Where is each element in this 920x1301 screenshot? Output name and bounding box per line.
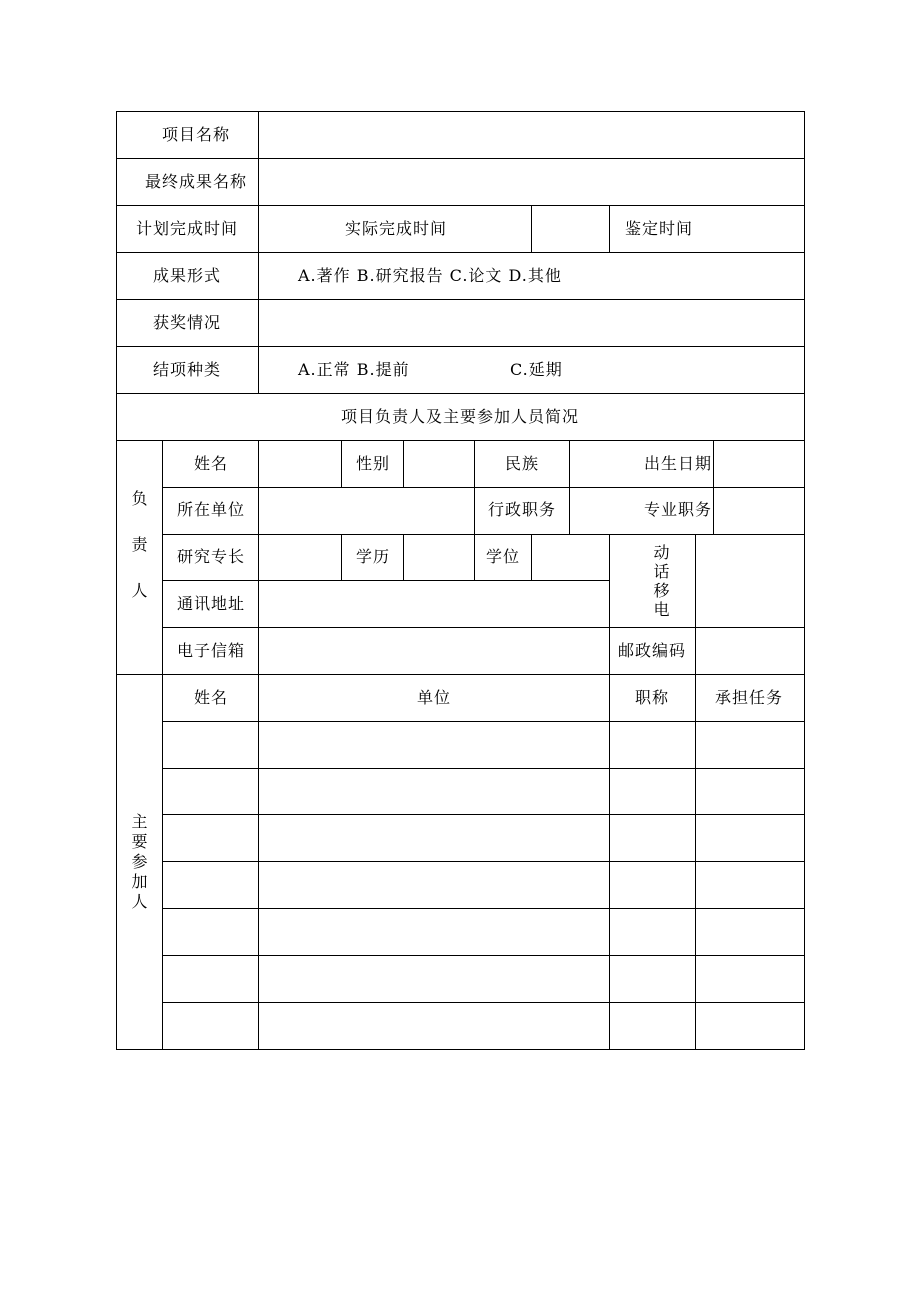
participants-group-label: 主要参加人	[131, 812, 149, 911]
table-rule	[162, 861, 805, 862]
participants-col-name: 姓名	[193, 688, 229, 707]
leader-group-label: 负责人	[131, 489, 149, 600]
participants-col-title: 职称	[634, 688, 670, 707]
leader-gender-label: 性别	[355, 454, 391, 473]
leader-admin-post-label: 行政职务	[487, 500, 557, 519]
table-rule	[609, 534, 610, 1050]
participants-col-unit: 单位	[416, 688, 452, 707]
leader-specialty-label: 研究专长	[176, 547, 246, 566]
table-rule	[162, 721, 805, 722]
table-rule	[162, 768, 805, 769]
leader-name-label: 姓名	[193, 454, 229, 473]
table-rule	[531, 205, 532, 253]
table-rule	[116, 393, 805, 394]
table-rule	[162, 908, 805, 909]
table-rule	[695, 534, 696, 675]
leader-address-label: 通讯地址	[176, 594, 246, 613]
table-rule	[162, 580, 610, 581]
table-rule	[116, 158, 805, 159]
table-rule	[474, 440, 475, 581]
table-rule	[116, 252, 805, 253]
table-rule	[116, 674, 805, 675]
closure-option-ab: A.正常 B.提前	[298, 360, 410, 379]
leader-birth-label: 出生日期	[643, 454, 713, 473]
leader-prof-post-label: 专业职务	[643, 500, 713, 519]
table-rule	[116, 346, 805, 347]
result-form-options: A.著作 B.研究报告 C.论文 D.其他	[298, 266, 562, 285]
table-rule	[569, 440, 570, 535]
leader-email-label: 电子信箱	[176, 641, 246, 660]
table-rule	[713, 440, 714, 535]
table-rule	[162, 955, 805, 956]
table-rule	[116, 299, 805, 300]
table-rule	[341, 534, 342, 581]
leader-postcode-label: 邮政编码	[617, 641, 687, 660]
table-rule	[116, 440, 805, 441]
award-label: 获奖情况	[152, 313, 222, 332]
table-rule	[403, 440, 404, 488]
closure-option-c: C.延期	[510, 360, 563, 379]
leader-degree-label: 学位	[485, 547, 521, 566]
leader-ethnicity-label: 民族	[504, 454, 540, 473]
section-title: 项目负责人及主要参加人员简况	[340, 407, 580, 426]
table-rule	[695, 674, 696, 1050]
participants-col-task: 承担任务	[714, 688, 784, 707]
table-rule	[609, 205, 610, 253]
actual-time-label: 实际完成时间	[344, 219, 448, 238]
table-rule	[116, 1049, 805, 1050]
project-name-label: 项目名称	[161, 125, 231, 144]
table-rule	[258, 440, 259, 1050]
table-rule	[341, 440, 342, 488]
table-rule	[258, 111, 259, 394]
closure-type-label: 结项种类	[152, 360, 222, 379]
table-rule	[116, 205, 805, 206]
appraisal-time-label: 鉴定时间	[624, 219, 694, 238]
table-rule	[162, 1002, 805, 1003]
table-rule	[162, 440, 163, 1050]
planned-time-label: 计划完成时间	[135, 219, 239, 238]
leader-unit-label: 所在单位	[176, 500, 246, 519]
table-rule	[116, 111, 805, 112]
leader-mobile-label: 动话移电	[653, 543, 671, 619]
final-result-name-label: 最终成果名称	[144, 172, 248, 191]
result-form-label: 成果形式	[152, 266, 222, 285]
table-rule	[531, 534, 532, 581]
leader-education-label: 学历	[355, 547, 391, 566]
table-rule	[403, 534, 404, 581]
table-rule	[162, 814, 805, 815]
